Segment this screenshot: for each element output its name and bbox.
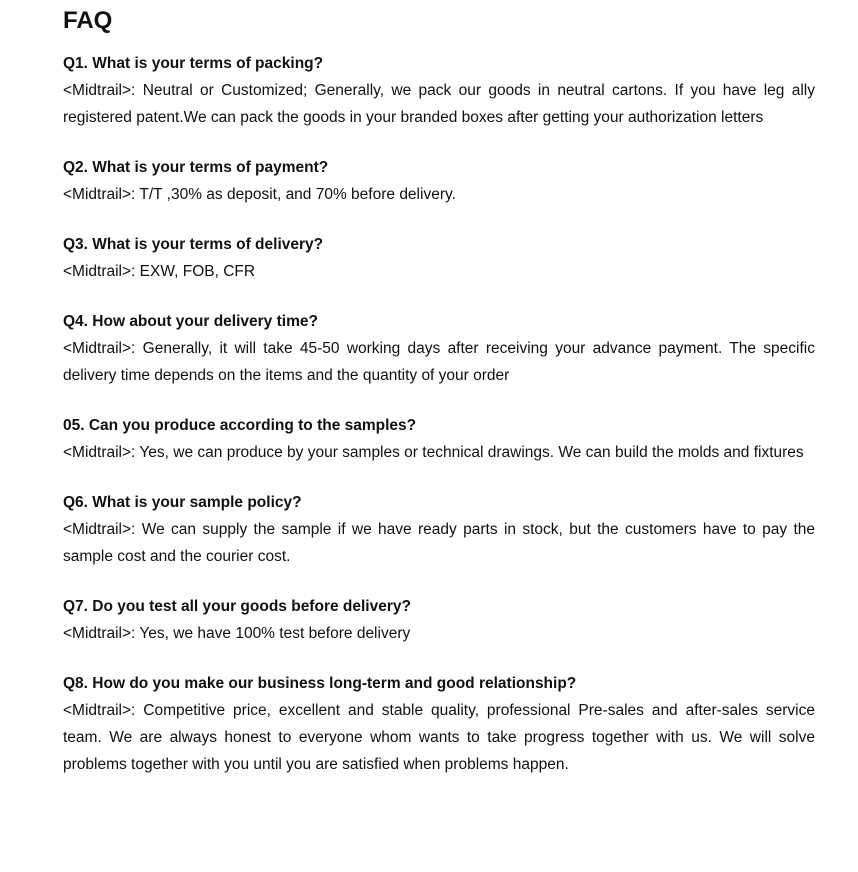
faq-answer: <Midtrail>: Neutral or Customized; Generally, we pack our goods in neutral cartons. If you have leg ally registered patent.We can pack the goods in your branded boxes after getting your authorization letters <box>63 82 815 126</box>
faq-answer: <Midtrail>: EXW, FOB, CFR <box>63 263 256 280</box>
faq-item-5 <box>63 412 815 466</box>
faq-item-4 <box>63 308 815 389</box>
faq-item-7 <box>63 593 815 647</box>
faq-item-6 <box>63 489 815 570</box>
page-title: FAQ <box>63 7 113 34</box>
faq-answer: <Midtrail>: Yes, we have 100% test before delivery <box>63 625 411 642</box>
faq-item-1 <box>63 50 815 131</box>
faq-question: Q6. What is your sample policy? <box>63 494 302 511</box>
faq-answer: <Midtrail>: Yes, we can produce by your samples or technical drawings. We can build the molds and fixtures <box>63 444 804 461</box>
faq-answer: <Midtrail>: Generally, it will take 45-50 working days after receiving your advance payment. The specific delivery time depends on the items and the quantity of your order <box>63 340 815 384</box>
faq-document <box>63 6 815 801</box>
faq-item-8 <box>63 670 815 778</box>
faq-question: Q7. Do you test all your goods before delivery? <box>63 598 411 615</box>
faq-answer: <Midtrail>: Competitive price, excellent and stable quality, professional Pre-sales and after-sales service team. We are always honest to everyone whom wants to take progress together with us. We will solve problems together with you until you are satisfied when problems happen. <box>63 702 815 773</box>
faq-question: 05. Can you produce according to the samples? <box>63 417 417 434</box>
faq-item-2 <box>63 154 815 208</box>
faq-question: Q3. What is your terms of delivery? <box>63 236 324 253</box>
faq-answer: <Midtrail>: We can supply the sample if we have ready parts in stock, but the customers have to pay the sample cost and the courier cost. <box>63 521 815 565</box>
faq-question: Q1. What is your terms of packing? <box>63 55 324 72</box>
faq-answer: <Midtrail>: T/T ,30% as deposit, and 70% before delivery. <box>63 186 456 203</box>
faq-item-3 <box>63 231 815 285</box>
faq-question: Q4. How about your delivery time? <box>63 313 318 330</box>
faq-question: Q8. How do you make our business long-term and good relationship? <box>63 675 577 692</box>
faq-question: Q2. What is your terms of payment? <box>63 159 329 176</box>
